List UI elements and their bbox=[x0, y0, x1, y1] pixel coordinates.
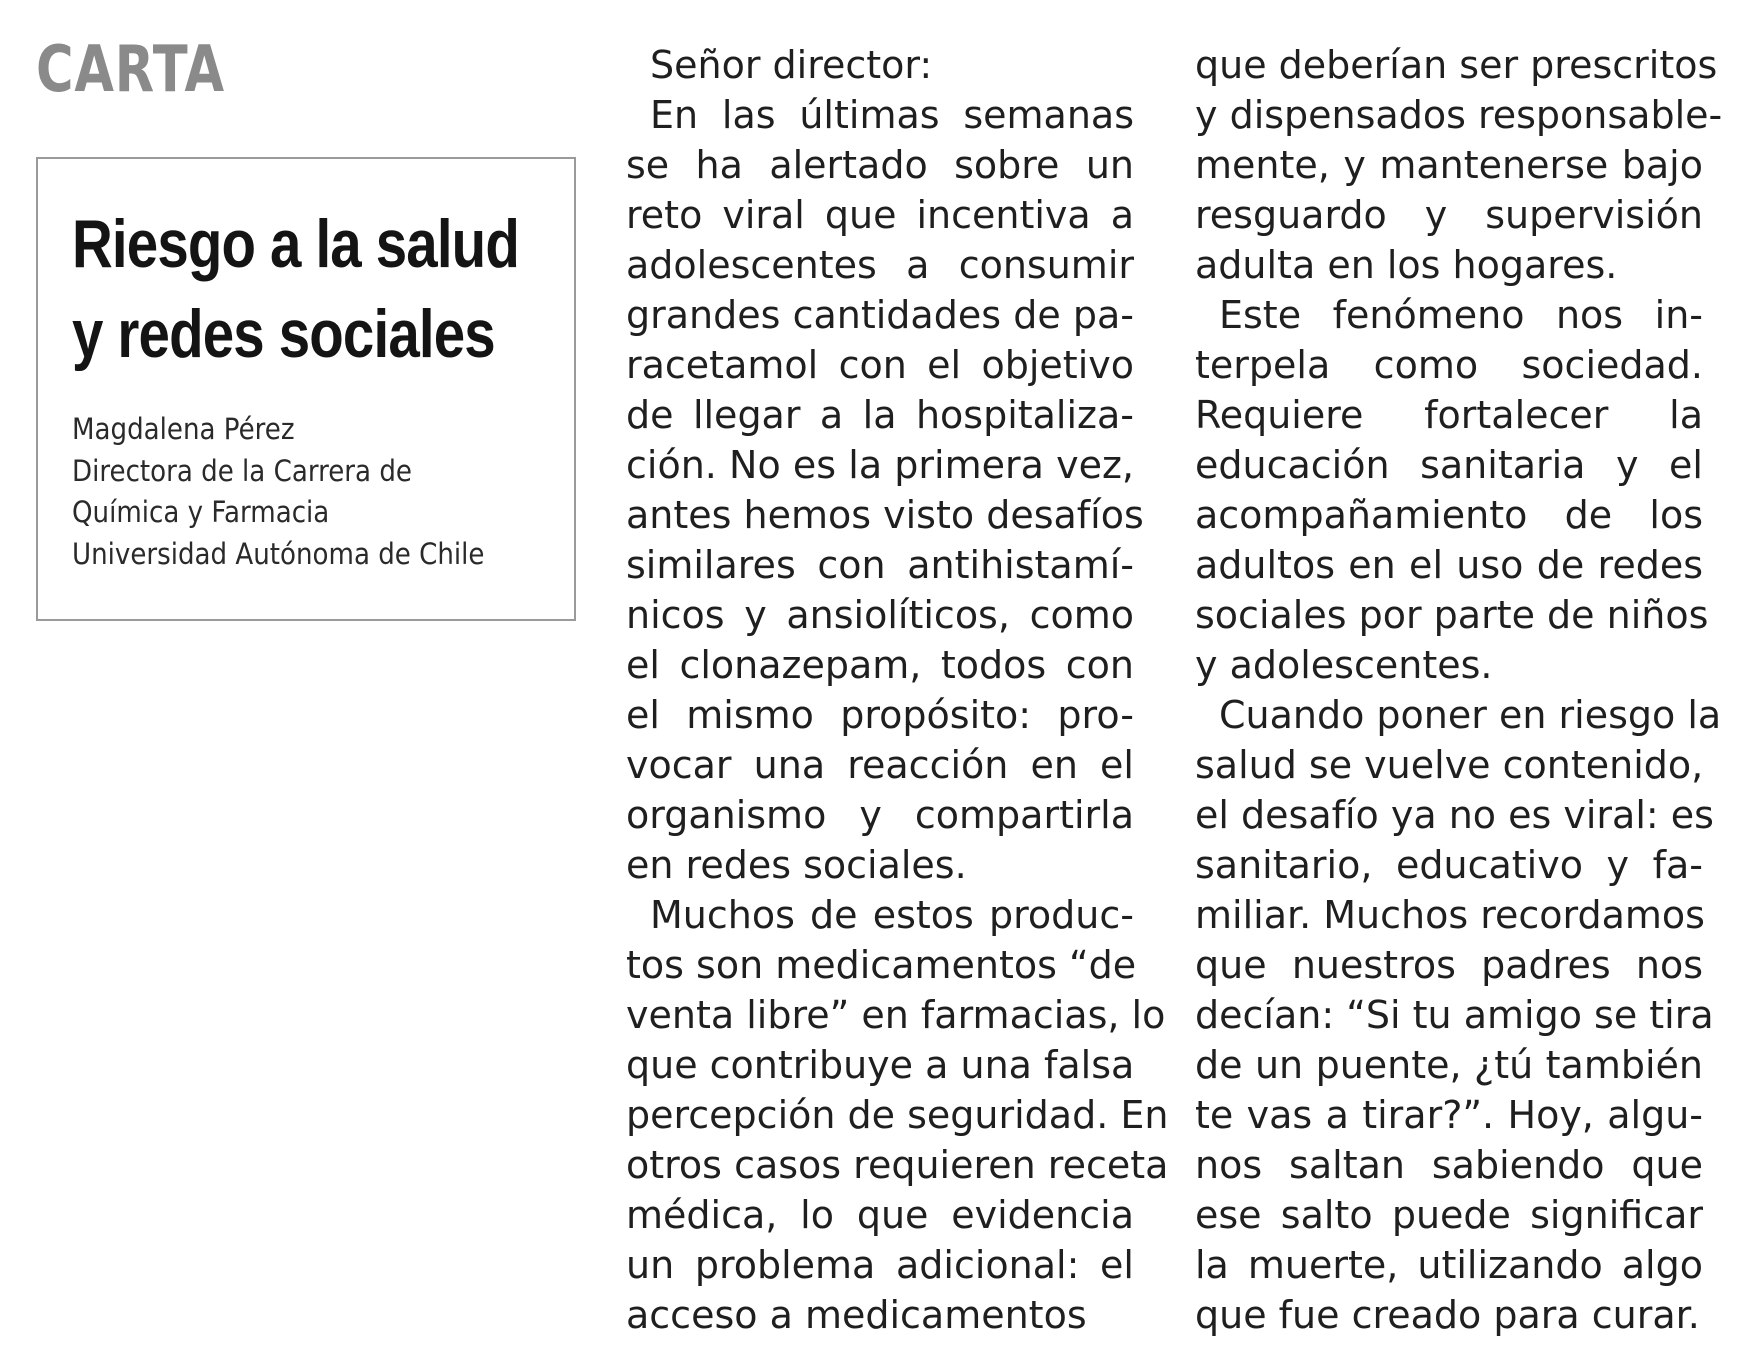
letter-line: reto viral que incentiva a bbox=[626, 193, 1134, 237]
headline-line-2: y redes sociales bbox=[72, 296, 495, 372]
letter-line: de un puente, ¿tú también bbox=[1195, 1043, 1703, 1087]
letter-line: que deberían ser prescritos bbox=[1195, 43, 1718, 87]
letter-line: ese salto puede significar bbox=[1195, 1193, 1703, 1237]
letter-line: Requiere fortalecer la bbox=[1195, 393, 1703, 437]
letter-column-1 bbox=[626, 40, 1169, 1340]
letter-line: terpela como sociedad. bbox=[1195, 343, 1703, 387]
headline bbox=[72, 199, 519, 379]
headline-box bbox=[36, 157, 576, 621]
letter-line: que contribuye a una falsa bbox=[626, 1043, 1135, 1087]
author-block bbox=[72, 409, 484, 575]
letter-line: decían: “Si tu amigo se tira bbox=[1195, 993, 1714, 1037]
letter-line: racetamol con el objetivo bbox=[626, 343, 1134, 387]
letter-line: de llegar a la hospitaliza- bbox=[626, 393, 1134, 437]
letter-line: Señor director: bbox=[650, 43, 933, 87]
headline-line-1: Riesgo a la salud bbox=[72, 206, 519, 282]
letter-line: tos son medicamentos “de bbox=[626, 943, 1137, 987]
letter-line: que nuestros padres nos bbox=[1195, 943, 1703, 987]
letter-line: y dispensados responsable- bbox=[1195, 93, 1723, 137]
letter-line: se ha alertado sobre un bbox=[626, 143, 1134, 187]
letter-line: acceso a medicamentos bbox=[626, 1293, 1087, 1337]
section-label: CARTA bbox=[36, 33, 225, 107]
letter-line: grandes cantidades de pa- bbox=[626, 293, 1134, 337]
author-role-line-2: Química y Farmacia bbox=[72, 495, 330, 529]
letter-line: percepción de seguridad. En bbox=[626, 1093, 1169, 1137]
letter-line: otros casos requieren receta bbox=[626, 1143, 1169, 1187]
letter-line: Este fenómeno nos in- bbox=[1219, 293, 1703, 337]
letter-line: En las últimas semanas bbox=[650, 93, 1134, 137]
author-institution: Universidad Autónoma de Chile bbox=[72, 536, 485, 571]
letter-line: nicos y ansiolíticos, como bbox=[626, 593, 1134, 637]
letter-line: Muchos de estos produc- bbox=[650, 893, 1134, 937]
letter-line: resguardo y supervisión bbox=[1195, 193, 1703, 237]
letter-line: un problema adicional: el bbox=[626, 1243, 1134, 1287]
author-name: Magdalena Pérez bbox=[72, 412, 295, 446]
letter-line: la muerte, utilizando algo bbox=[1195, 1243, 1703, 1287]
letter-line: adultos en el uso de redes bbox=[1195, 543, 1703, 587]
letter-line: adolescentes a consumir bbox=[626, 243, 1134, 287]
letter-line: acompañamiento de los bbox=[1195, 493, 1703, 537]
letter-line: venta libre” en farmacias, lo bbox=[626, 993, 1166, 1037]
letter-line: mente, y mantenerse bajo bbox=[1195, 143, 1703, 187]
author-role-line-1: Directora de la Carrera de bbox=[72, 453, 412, 488]
letter-line: sanitario, educativo y fa- bbox=[1195, 843, 1703, 887]
letter-line: vocar una reacción en el bbox=[626, 743, 1134, 787]
letter-line: que fue creado para curar. bbox=[1195, 1293, 1700, 1337]
letter-line: salud se vuelve contenido, bbox=[1195, 743, 1704, 787]
letter-line: el clonazepam, todos con bbox=[626, 643, 1134, 687]
letter-line: en redes sociales. bbox=[626, 843, 967, 887]
letter-line: te vas a tirar?”. Hoy, algu- bbox=[1195, 1093, 1703, 1137]
letter-line: organismo y compartirla bbox=[626, 793, 1134, 837]
letter-line: adulta en los hogares. bbox=[1195, 243, 1618, 287]
letter-line: similares con antihistamí- bbox=[626, 543, 1134, 587]
letter-line: educación sanitaria y el bbox=[1195, 443, 1703, 487]
letter-line: ción. No es la primera vez, bbox=[626, 443, 1134, 487]
letter-column-2 bbox=[1195, 40, 1723, 1340]
letter-line: antes hemos visto desafíos bbox=[626, 493, 1144, 537]
letter-line: médica, lo que evidencia bbox=[626, 1193, 1134, 1237]
letter-line: sociales por parte de niños bbox=[1195, 593, 1709, 637]
letter-line: Cuando poner en riesgo la bbox=[1219, 693, 1722, 737]
letter-line: el mismo propósito: pro- bbox=[626, 693, 1134, 737]
letter-line: miliar. Muchos recordamos bbox=[1195, 893, 1705, 937]
letter-line: nos saltan sabiendo que bbox=[1195, 1143, 1703, 1187]
letter-line: y adolescentes. bbox=[1195, 643, 1493, 687]
letter-line: el desafío ya no es viral: es bbox=[1195, 793, 1714, 837]
